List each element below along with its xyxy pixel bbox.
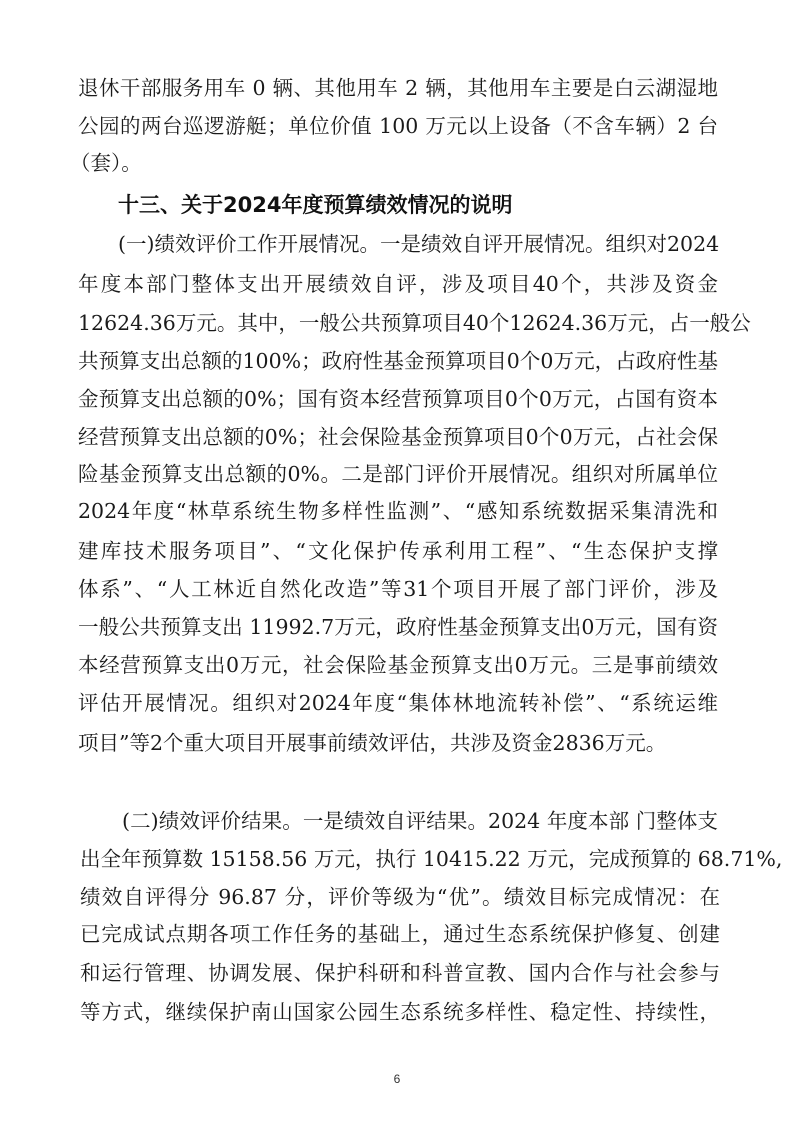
text-line: 退休干部服务用车 0 辆、其他用车 2 辆，其他用车主要是白云湖湿地 <box>78 76 718 100</box>
paragraph-line: 等方式，继续保护南山国家公园生态系统多样性、稳定性、持续性， <box>80 1000 720 1024</box>
paragraph-line: 金预算支出总额的0%；国有资本经营预算项目0个0万元，占国有资本 <box>78 387 718 411</box>
page-number: 6 <box>393 1072 401 1086</box>
paragraph-line: 项目”等2个重大项目开展事前绩效评估，共涉及资金2836万元。 <box>78 731 667 755</box>
paragraph-line: 出全年预算数 15158.56 万元，执行 10415.22 万元，完成预算的 68.71%, <box>80 847 783 871</box>
paragraph-line: 绩效自评得分 96.87 分，评价等级为“优”。绩效目标完成情况：在 <box>80 885 720 909</box>
paragraph-line: 年度本部门整体支出开展绩效自评，涉及项目40个，共涉及资金 <box>78 272 718 296</box>
paragraph-line: (一)绩效评价工作开展情况。一是绩效自评开展情况。组织对2024 <box>118 232 720 256</box>
paragraph-line: 和运行管理、协调发展、保护科研和科普宣教、国内合作与社会参与 <box>80 961 720 985</box>
paragraph-line: 建库技术服务项目”、“文化保护传承利用工程”、“生态保护支撑 <box>78 539 718 563</box>
text-line: （套）。 <box>70 151 142 175</box>
paragraph-line: 一般公共预算支出 11992.7万元，政府性基金预算支出0万元，国有资 <box>78 615 718 639</box>
paragraph-line: 12624.36万元。其中，一般公共预算项目40个12624.36万元，占一般公 <box>78 311 751 335</box>
paragraph-line: 经营预算支出总额的0%；社会保险基金预算项目0个0万元，占社会保 <box>78 425 718 449</box>
paragraph-line: 2024年度“林草系统生物多样性监测”、“感知系统数据采集清洗和 <box>78 499 718 523</box>
paragraph-line: 险基金预算支出总额的0%。二是部门评价开展情况。组织对所属单位 <box>78 462 718 486</box>
paragraph-line: 共预算支出总额的100%；政府性基金预算项目0个0万元，占政府性基 <box>78 349 718 373</box>
paragraph-line: 体系”、“人工林近自然化改造”等31个项目开展了部门评价，涉及 <box>78 577 718 601</box>
paragraph-line: 本经营预算支出0万元，社会保险基金预算支出0万元。三是事前绩效 <box>78 653 718 677</box>
section-heading: 十三、关于2024年度预算绩效情况的说明 <box>118 193 513 217</box>
text-line: 公园的两台巡逻游艇；单位价值 100 万元以上设备（不含车辆）2 台 <box>78 114 718 138</box>
paragraph-line: 已完成试点期各项工作任务的基础上，通过生态系统保护修复、创建 <box>80 922 720 946</box>
paragraph-line: (二)绩效评价结果。一是绩效自评结果。2024 年度本部 门整体支 <box>122 809 718 833</box>
paragraph-line: 评估开展情况。组织对2024年度“集体林地流转补偿”、“系统运维 <box>78 691 718 715</box>
